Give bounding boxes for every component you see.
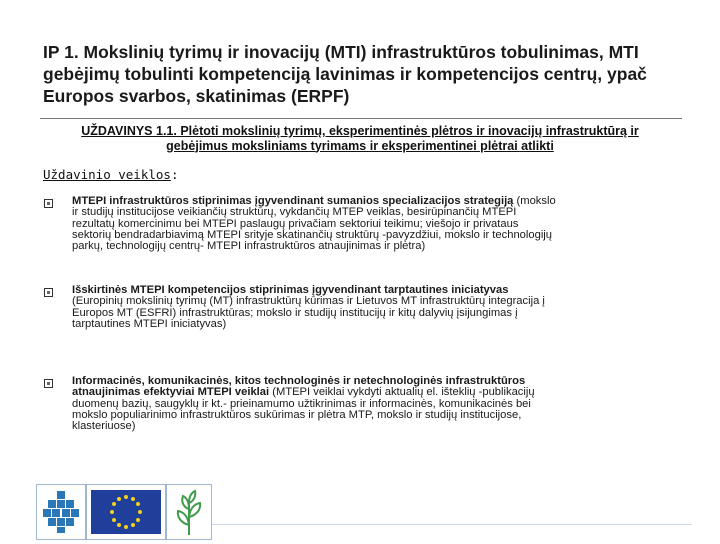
activities-heading-suffix: : [170, 167, 179, 182]
list-item-text [72, 376, 684, 432]
list-item-line: tarptautines MTEPI iniciatyvas) [72, 317, 227, 330]
list-item-line: duomenų bazių, saugyklų ir kt.- prieinamumo užtikrinimas ir informacinės, komunikacinės bei [72, 397, 531, 410]
activities-heading [43, 167, 178, 183]
divider [40, 118, 682, 119]
logo-strip [36, 484, 696, 540]
list-item-line: Europos MT (ESFRI) infrastruktūras; mokslo ir studijų institucijų ir kitų dalyvių įsijungimas į [72, 306, 518, 319]
square-bullet-icon [44, 288, 53, 297]
title-line: gebėjimų tobulinti kompetenciją lavinimas ir kompetencijos centrų, ypač [43, 64, 647, 84]
list-item-line: klasteriuose) [72, 420, 136, 433]
square-bullet-icon [44, 199, 53, 208]
list-item-line: ir studijų institucijose veikiančių struktūrų, vykdančių MTEP veiklas, besirūpinančių MTEPI [72, 206, 517, 219]
eu-flag-icon [86, 484, 166, 540]
footer-line [212, 524, 692, 525]
list-item-bold: atnaujinimas efektyviai MTEPI veiklai [72, 386, 270, 399]
activities-heading-label: Uždavinio veiklos [43, 167, 171, 182]
title-line: Europos svarbos, skatinimas (ERPF) [43, 86, 350, 106]
list-item-bold: MTEPI infrastruktūros stiprinimas įgyvendinant sumanios specializacijos strategiją [72, 195, 514, 207]
list-item-bold: Informacinės, komunikacinės, kitos technologinės ir netechnologinės infrastruktūros [72, 375, 526, 387]
list-item-line: mokslo populiarinimo infrastruktūros sukūrimas ir plėtra MTP, mokslo ir studijų institucijose, [72, 408, 522, 421]
title-line: IP 1. Mokslinių tyrimų ir inovacijų (MTI) infrastruktūros tobulinimas, MTI [43, 42, 639, 62]
task-line: gebėjimus moksliniams tyrimams ir eksperimentinei plėtrai atlikti [166, 138, 554, 153]
list-item-line: sektorių bendradarbiavimą MTEPI srityje skatinančių struktūrų -pavyzdžiui, mokslo ir technologijų [72, 228, 553, 241]
list-item-rest: (mokslo [513, 195, 556, 207]
list-item-line: parkų, technologijų centrų- MTEPI infrastruktūros atnaujinimas ir plėtra) [72, 240, 426, 253]
list-item-line: (Europinių mokslinių tyrimų (MT) infrastruktūrų kūrimas ir Lietuvos MT infrastruktūrų integracija į [72, 295, 545, 308]
task-line: UŽDAVINYS 1.1. Plėtoti mokslinių tyrimų, eksperimentinės plėtros ir inovacijų infrastruktūrą ir [81, 124, 639, 138]
list-item-bold: Išskirtinės MTEPI kompetencijos stiprinimas įgyvendinant tarptautines iniciatyvas [72, 284, 509, 296]
list-item-text [72, 196, 684, 252]
plant-logo-icon [166, 484, 212, 540]
list-item-rest: (MTEPI veiklai vykdyti aktualių el. išteklių -publikacijų [269, 386, 535, 399]
list-item-text [72, 285, 684, 330]
eu-grid-logo-icon [36, 484, 86, 540]
page-title [43, 41, 683, 107]
task-block [44, 124, 676, 153]
square-bullet-icon [44, 379, 53, 388]
list-item-line: rezultatų komercinimu bei MTEPI paslaugų privačiam sektoriui teikimu; viešojo ir privataus [72, 217, 519, 230]
